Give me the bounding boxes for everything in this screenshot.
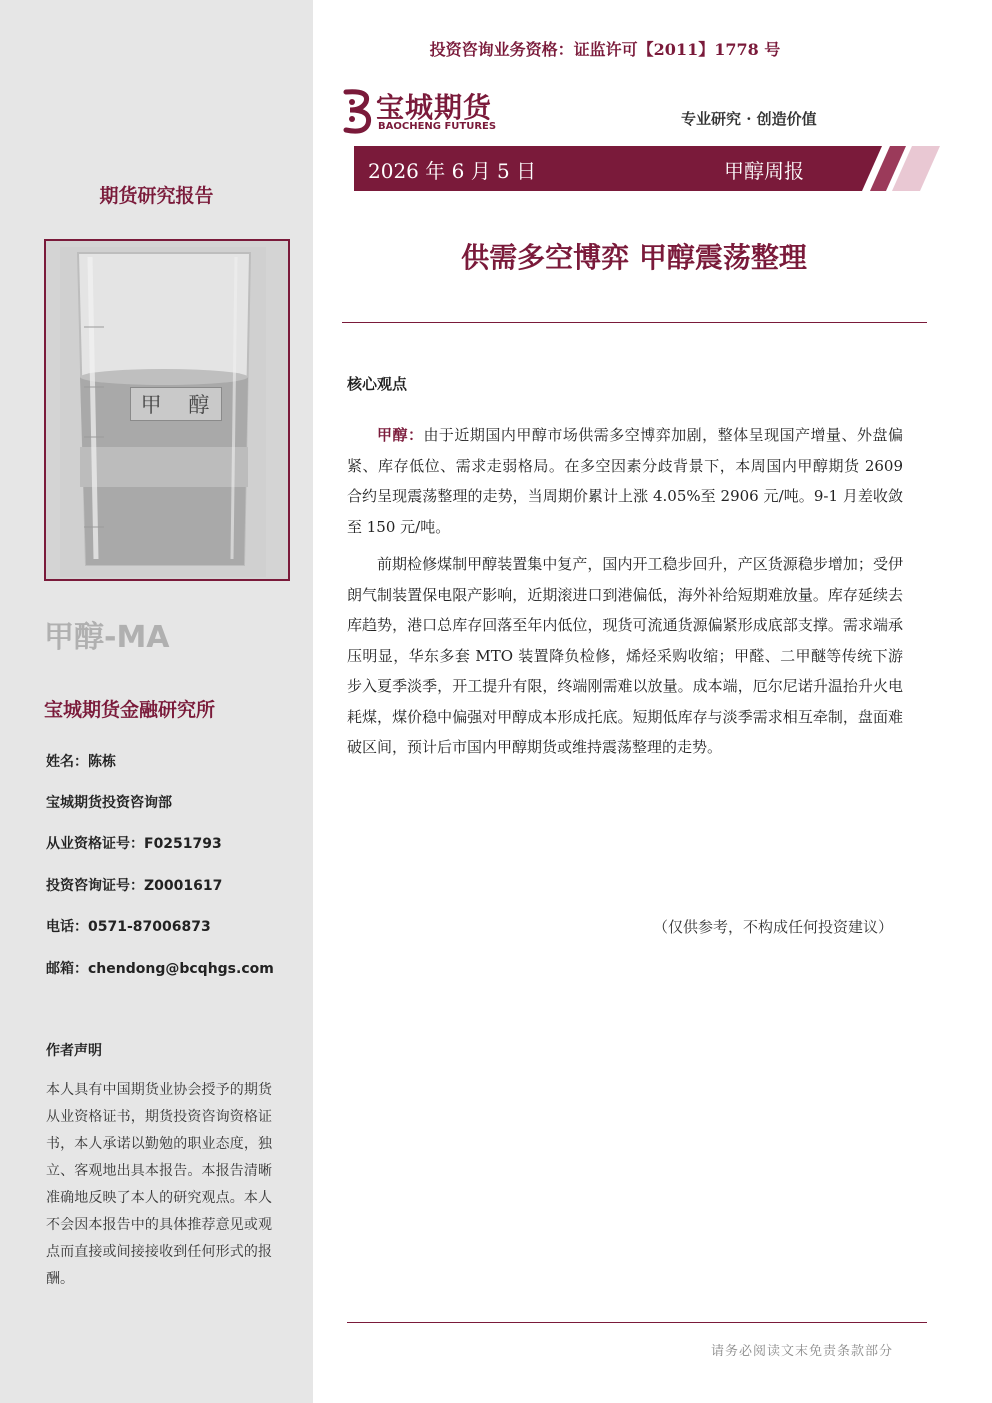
sidebar xyxy=(0,0,313,1403)
core-view-title: 核心观点 xyxy=(347,375,408,393)
paragraph-2: 前期检修煤制甲醇装置集中复产，国内开工稳步回升，产区货源稳步增加；受伊朗气制装置保电限产影响，近期滚进口到港偏低，海外补给短期难放量。库存延续去库趋势，港口总库存回落至年内低位，现货可流通货源偏紧形成底部支撑。需求端承压明显，华东多套 MTO 装置降负检修，烯烃采购收缩；甲醛、二甲醚等传统下游步入夏季淡季，开工提升有限，终端刚需难以放量。成本端，厄尔尼诺升温抬升火电耗煤，煤价稳中偏强对甲醇成本形成托底。短期低库存与淡季需求相互牵制，盘面难破区间，预计后市国内甲醇期货或维持震荡整理的走势。 xyxy=(347,555,903,756)
license-line: 投资咨询业务资格：证监许可【2011】1778 号 xyxy=(429,40,781,59)
paragraph-1: 甲醇：由于近期国内甲醇市场供需多空博弈加剧，整体呈现国产增量、外盘偏紧、库存低位、需求走弱格局。在多空因素分歧背景下，本周国内甲醇期货 2609 合约呈现震荡整理的走势，当周期价累计上涨 4.05%至 2906 元/吨。9-1 月差收敛至 150 元/吨。 xyxy=(347,426,903,536)
declaration-title: 作者声明 xyxy=(46,1043,102,1059)
logo-english-name: BAOCHENG FUTURES xyxy=(378,121,497,132)
consulting-number: 投资咨询证号：Z0001617 xyxy=(46,878,223,894)
footer-note: 请务必阅读文末免责条款部分 xyxy=(710,1344,893,1359)
email[interactable]: 邮箱：chendong@bcqhgs.com xyxy=(46,961,274,977)
logo-chinese-name: 宝城期货 xyxy=(376,91,493,124)
methanol-beaker-photo xyxy=(44,239,290,581)
declaration-text: 本人具有中国期货业协会授予的期货从业资格证书，期货投资咨询资格证书，本人承诺以勤勉的职业态度，独立、客观地出具本报告。本报告清晰准确地反映了本人的研究观点。本人不会因本报告中的具体推荐意见或观点而直接或间接接收到任何形式的报酬。 xyxy=(46,1082,272,1287)
qualification-number: 从业资格证号：F0251793 xyxy=(46,836,222,852)
disclaimer: （仅供参考，不构成任何投资建议） xyxy=(652,918,893,936)
headline: 供需多空博弈 甲醇震荡整理 xyxy=(461,241,807,274)
date-banner xyxy=(354,146,940,191)
report-name: 甲醇周报 xyxy=(724,159,804,183)
beaker-label: 甲 醇 xyxy=(130,387,222,421)
institute-name: 宝城期货金融研究所 xyxy=(44,699,216,721)
report-type: 期货研究报告 xyxy=(99,185,214,207)
phone: 电话：0571-87006873 xyxy=(46,919,211,935)
analyst-name: 姓名：陈栋 xyxy=(46,754,116,770)
department: 宝城期货投资咨询部 xyxy=(46,795,172,811)
report-date: 2026 年 6 月 5 日 xyxy=(368,159,537,183)
footer-divider xyxy=(347,1322,927,1323)
company-logo xyxy=(340,88,510,138)
title-divider xyxy=(342,322,927,323)
paragraph-lead: 甲醇： xyxy=(377,426,424,444)
baocheng-logo-icon xyxy=(340,88,374,134)
product-name: 甲醇-MA xyxy=(44,620,170,655)
slogan: 专业研究 · 创造价值 xyxy=(681,110,817,128)
